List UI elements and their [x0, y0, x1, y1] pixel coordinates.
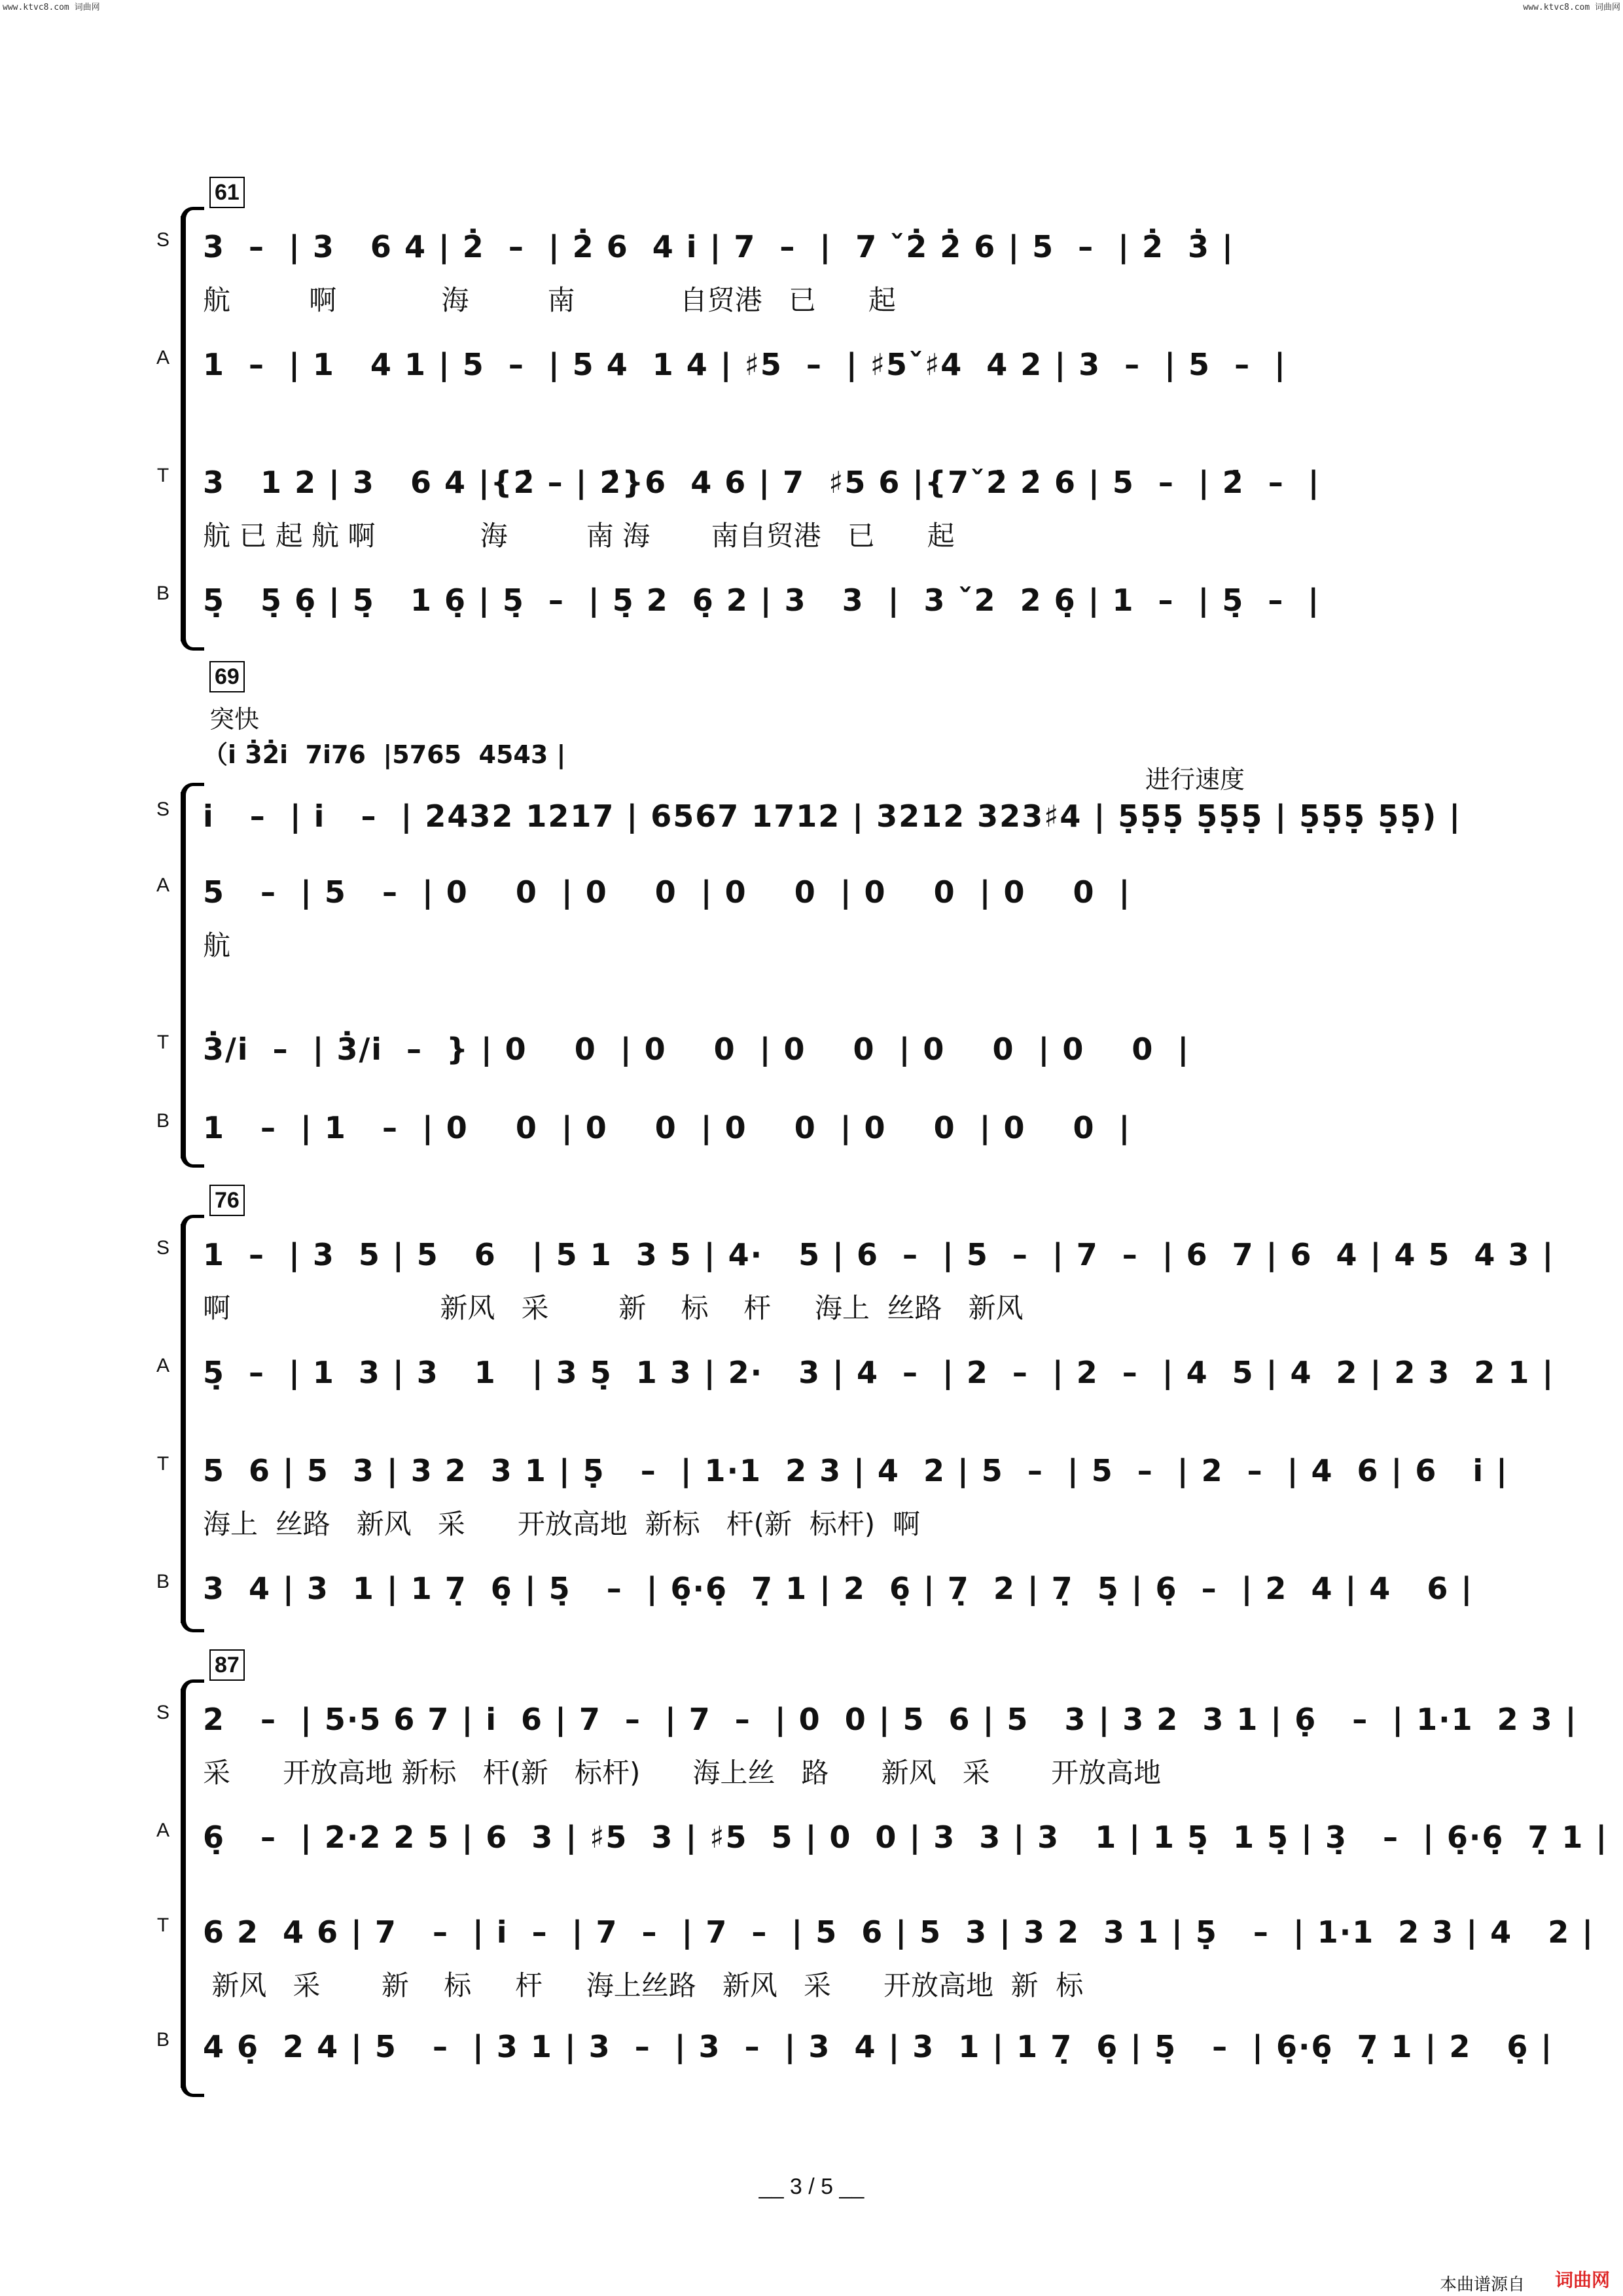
notes: 1 – | 1 4 1 | 5 – | 5 4 1 4 | ♯5 – | ♯5ˇ♯4 4 2 | 3 – | 5 – | — [203, 347, 1287, 382]
staff-bass — [156, 1571, 1474, 1617]
staff-label: T — [156, 1914, 169, 1936]
lyrics: 航 — [203, 929, 231, 961]
notes: i̇ – | i̇ – | 2432 1217 | 6567 1712 | 3212 323♯4 | 5̣5̣5̣ 5̣5̣5̣ | 5̣5̣5̣ 5̣5̣) | — [203, 798, 1462, 834]
notes: 5̣ 5̣ 6̣ | 5̣ 1 6̣ | 5̣ – | 5̣ 2 6̣ 2 | 3 3 | 3 ˇ2 2 6̣ | 1 – | 5̣ – | — [203, 583, 1321, 618]
score-system — [156, 177, 1472, 648]
staff-bass — [156, 1110, 1472, 1156]
lyrics: 航 已 起 航 啊 海 南 海 南自贸港 已 起 — [203, 520, 955, 552]
lyrics: 航 啊 海 南 自贸港 已 起 — [203, 284, 896, 316]
notes: 3 1 2 | 3 6 4 |{2̇ – | 2̇}6 4 6 | 7 ♯5 6 |{7ˇ2̇ 2̇ 6 | 5 – | 2̇ – | — [203, 465, 1321, 500]
score-system — [156, 1649, 1609, 2094]
footer-source: 本曲谱源自 — [1439, 2275, 1525, 2295]
notes: 3̇/i̇ – | 3̇/i̇ – } | 0 0 | 0 0 | 0 0 | 0 0 | 0 0 | — [203, 1031, 1190, 1067]
notes: 4 6̣ 2 4 | 5 – | 3 1 | 3 – | 3 – | 3 4 | 3 1 | 1 7̣ 6̣ | 5̣ – | 6̣·6̣ 7̣ 1 | 2 6̣ | — [203, 2029, 1554, 2064]
lyrics: 海上 丝路 新风 采 开放高地 新标 杆(新 标杆) 啊 — [203, 1508, 920, 1540]
notes: 3 4 | 3 1 | 1 7̣ 6̣ | 5̣ – | 6̣·6̣ 7̣ 1 | 2 6̣ | 7̣ 2 | 7̣ 5̣ | 6̣ – | 2 4 | 4 6 | — [203, 1571, 1474, 1606]
staff-label: B — [156, 1571, 169, 1592]
measure-number: 69 — [209, 661, 245, 692]
measure-number: 61 — [209, 177, 245, 208]
staff-soprano — [156, 1237, 1555, 1324]
staff-bracket — [181, 216, 186, 641]
staff-alto — [156, 874, 1472, 961]
staff-label: S — [156, 798, 169, 820]
notes: 6 2 4 6 | 7 – | i̇ – | 7 – | 7 – | 5 6 | 5 3 | 3 2 3 1 | 5̣ – | 1·1 2 3 | 4 2 | — [203, 1914, 1595, 1950]
staff-tenor — [156, 1453, 1508, 1540]
header-right: www.ktvc8.com 词曲网 — [1523, 3, 1620, 12]
header-left: www.ktvc8.com 词曲网 — [3, 3, 100, 12]
score-system — [156, 661, 1472, 1172]
staff-soprano — [156, 798, 1472, 844]
staff-alto — [156, 347, 1472, 393]
measure-number: 87 — [209, 1649, 245, 1681]
staff-label: T — [156, 1031, 169, 1053]
lyrics: 采 开放高地 新标 杆(新 标杆) 海上丝 路 新风 采 开放高地 — [203, 1757, 1162, 1789]
staff-label: S — [156, 1702, 169, 1723]
notes: 6̣ – | 2·2 2 5 | 6 3 | ♯5 3 | ♯5 5 | 0 0 | 3 3 | 3 1 | 1 5̣ 1 5̣ | 3̣ – | 6̣·6̣ 7̣ 1 | — [203, 1820, 1609, 1855]
staff-label: A — [156, 347, 169, 368]
staff-soprano — [156, 1702, 1578, 1789]
lyrics: 啊 新风 采 新 标 杆 海上 丝路 新风 — [203, 1292, 1024, 1324]
staff-alto — [156, 1820, 1609, 1865]
staff-bass — [156, 583, 1472, 628]
page-number: __ 3 / 5 __ — [758, 2174, 865, 2199]
staff-label: S — [156, 229, 169, 251]
staff-label: T — [156, 1453, 169, 1475]
score-system — [156, 1185, 1555, 1630]
site-logo[interactable]: 词曲网 — [1554, 2269, 1610, 2291]
measure-number: 76 — [209, 1185, 245, 1216]
tempo-marking: 突快 — [209, 705, 260, 734]
staff-label: S — [156, 1237, 169, 1259]
lyrics: 新风 采 新 标 杆 海上丝路 新风 采 开放高地 新 标 — [203, 1969, 1084, 2001]
staff-label: B — [156, 1110, 169, 1132]
notes: 1 – | 3 5 | 5 6 | 5 1 3 5 | 4· 5 | 6 – | 5 – | 7 – | 6 7 | 6 4 | 4 5 4 3 | — [203, 1237, 1555, 1272]
staff-bracket — [181, 792, 186, 1158]
staff-label: B — [156, 583, 169, 604]
staff-label: A — [156, 1355, 169, 1376]
notes: 1 – | 1 – | 0 0 | 0 0 | 0 0 | 0 0 | 0 0 | — [203, 1110, 1132, 1145]
staff-bracket — [181, 1224, 186, 1623]
staff-label: B — [156, 2029, 169, 2051]
staff-label: A — [156, 1820, 169, 1841]
staff-alto — [156, 1355, 1555, 1401]
notes: 3 – | 3 6 4 | 2̇ – | 2̇ 6 4 i̇ | 7 – | 7 ˇ2̇ 2̇ 6 | 5 – | 2̇ 3̇ | — [203, 229, 1234, 264]
tempo-marking: 进行速度 — [1145, 765, 1245, 794]
staff-tenor — [156, 465, 1472, 552]
staff-label: A — [156, 874, 169, 896]
notes: 5̣ – | 1 3 | 3 1 | 3 5̣ 1 3 | 2· 3 | 4 – | 2 – | 2 – | 4 5 | 4 2 | 2 3 2 1 | — [203, 1355, 1555, 1390]
staff-tenor — [156, 1031, 1472, 1077]
staff-soprano — [156, 229, 1472, 316]
notes: 5 – | 5 – | 0 0 | 0 0 | 0 0 | 0 0 | 0 0 | — [203, 874, 1132, 910]
notes: 5 6 | 5 3 | 3 2 3 1 | 5̣ – | 1·1 2 3 | 4 2 | 5 – | 5 – | 2 – | 4 6 | 6 i̇ | — [203, 1453, 1508, 1488]
staff-tenor — [156, 1914, 1595, 2001]
staff-bracket — [181, 1689, 186, 2088]
staff-bass — [156, 2029, 1554, 2075]
notes: 2 – | 5·5 6 7 | i̇ 6 | 7 – | 7 – | 0 0 | 5 6 | 5 3 | 3 2 3 1 | 6̣ – | 1·1 2 3 | — [203, 1702, 1578, 1737]
staff-label: T — [156, 465, 169, 486]
intro-notes: （i̇ 3̇2̇i̇ 7i̇76 |5765 4543 | — [203, 740, 566, 769]
